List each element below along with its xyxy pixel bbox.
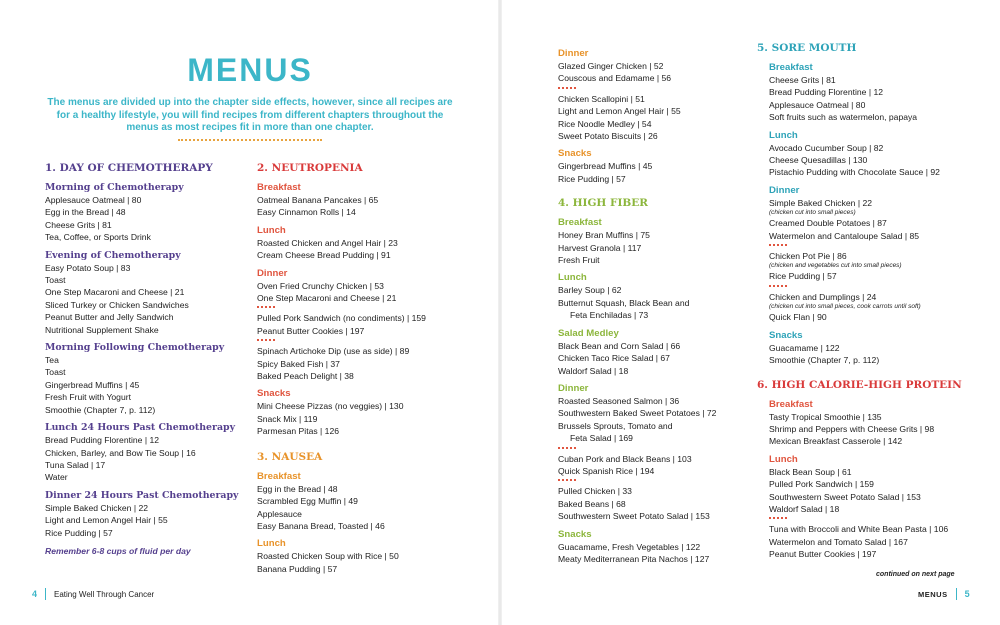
menu-item: Cheese Grits | 81 — [45, 219, 112, 230]
menu-item: One Step Macaroni and Cheese | 21 — [45, 287, 185, 298]
meal-heading: Lunch — [769, 129, 798, 141]
page-number: 4 — [32, 589, 38, 599]
footer-divider — [956, 588, 957, 600]
menu-item: Roasted Seasoned Salmon | 36 — [558, 395, 680, 406]
menu-item: Spinach Artichoke Dip (use as side) | 89 — [257, 346, 410, 357]
menu-item: Soft fruits such as watermelon, papaya — [769, 112, 918, 123]
menu-item: Harvest Granola | 117 — [558, 242, 642, 253]
column-sore-mouth-high-calorie — [757, 42, 962, 561]
meal-heading: Dinner — [558, 48, 589, 59]
menu-item: Black Bean and Corn Salad | 66 — [558, 340, 681, 351]
meal-heading: Lunch — [558, 272, 587, 284]
menu-item: Chicken Pot Pie | 86 — [769, 251, 847, 262]
fluid-reminder: Remember 6-8 cups of fluid per day — [45, 545, 191, 556]
meal-heading: Lunch — [769, 453, 798, 465]
menu-item: Roasted Chicken Soup with Rice | 50 — [257, 551, 399, 562]
prep-note: (chicken cut into small pieces) — [769, 209, 856, 217]
dotted-separator — [257, 337, 482, 345]
menu-item: Tuna with Broccoli and White Bean Pasta | 106 — [769, 524, 949, 535]
meal-heading: Dinner — [769, 184, 800, 196]
chapter-label: MENUS — [918, 589, 948, 599]
meal-heading: Lunch — [257, 538, 286, 550]
section-heading: 3. NAUSEA — [257, 450, 323, 463]
page-gutter — [498, 0, 502, 625]
menu-item: Baked Beans | 68 — [558, 498, 626, 509]
menu-item: Rice Noodle Medley | 54 — [558, 118, 652, 129]
menu-item: Egg in the Bread | 48 — [257, 483, 338, 494]
menu-item: Black Bean Soup | 61 — [769, 466, 852, 477]
menu-item: Light and Lemon Angel Hair | 55 — [558, 106, 681, 117]
menu-item: Feta Salad | 169 — [570, 433, 633, 444]
intro-text: The menus are divided up into the chapter side effects, however, since all recipes are for a healthy lifestyle, you will find recipes from different chapters throughout the menus as most recipes fit in more than one chapter. — [47, 97, 453, 133]
menu-item: Easy Banana Bread, Toasted | 46 — [257, 520, 385, 531]
menu-item: Shrimp and Peppers with Cheese Grits | 98 — [769, 423, 935, 434]
menu-item: Peanut Butter and Jelly Sandwich — [45, 312, 174, 323]
meal-heading: Snacks — [257, 388, 291, 400]
section-heading: 4. HIGH FIBER — [558, 197, 648, 210]
menu-item: Pistachio Pudding with Chocolate Sauce | 92 — [769, 167, 940, 178]
menu-item: Bread Pudding Florentine | 12 — [769, 87, 884, 98]
menu-item: Chicken and Dumplings | 24 — [769, 291, 877, 302]
menu-item: Peanut Butter Cookies | 197 — [257, 325, 365, 336]
section-heading: 5. SORE MOUTH — [757, 42, 857, 54]
menu-item: Watermelon and Cantaloupe Salad | 85 — [769, 230, 920, 241]
meal-heading: Evening of Chemotherapy — [45, 249, 181, 261]
menu-item: Easy Cinnamon Rolls | 14 — [257, 207, 356, 218]
menu-item: Simple Baked Chicken | 22 — [769, 197, 873, 208]
section-heading: 2. NEUTROPENIA — [257, 162, 363, 174]
left-footer — [32, 588, 154, 600]
dotted-separator — [558, 477, 753, 485]
menu-item: Applesauce Oatmeal | 80 — [45, 195, 142, 205]
dotted-divider — [178, 139, 322, 143]
menu-item: Tuna Salad | 17 — [45, 459, 106, 470]
meal-heading: Breakfast — [558, 217, 602, 229]
menu-item: Light and Lemon Angel Hair | 55 — [45, 515, 168, 526]
meal-heading: Snacks — [769, 329, 803, 341]
menu-item: Avocado Cucumber Soup | 82 — [769, 142, 884, 153]
meal-heading: Dinner — [558, 382, 589, 394]
menu-item: Cream Cheese Bread Pudding | 91 — [257, 250, 391, 261]
meal-heading: Breakfast — [257, 470, 301, 482]
menu-item: Gingerbread Muffins | 45 — [558, 161, 653, 172]
menu-item: Waldorf Salad | 18 — [769, 503, 840, 514]
menu-item: Rice Pudding | 57 — [558, 173, 626, 184]
menu-item: Sliced Turkey or Chicken Sandwiches — [45, 299, 189, 310]
meal-heading: Morning of Chemotherapy — [45, 182, 184, 193]
menu-item: Mini Cheese Pizzas (no veggies) | 130 — [257, 401, 404, 412]
dotted-separator — [558, 85, 753, 93]
menu-item: Applesauce Oatmeal | 80 — [769, 99, 866, 110]
menu-item: Butternut Squash, Black Bean and — [558, 297, 690, 308]
menu-item: Southwestern Baked Sweet Potatoes | 72 — [558, 408, 717, 419]
book-title: Eating Well Through Cancer — [54, 589, 155, 599]
menu-item: Chicken Taco Rice Salad | 67 — [558, 353, 670, 364]
menu-item: Creamed Double Potatoes | 87 — [769, 218, 887, 229]
menu-item: Tea, Coffee, or Sports Drink — [45, 232, 151, 243]
meal-heading: Dinner — [257, 267, 288, 279]
menu-item: Parmesan Pitas | 126 — [257, 426, 340, 437]
menu-item: Southwestern Sweet Potato Salad | 153 — [769, 491, 921, 502]
column-nausea-high-fiber — [558, 42, 753, 565]
menu-item: One Step Macaroni and Cheese | 21 — [257, 293, 397, 304]
menu-item: Waldorf Salad | 18 — [558, 365, 629, 376]
menu-item: Egg in the Bread | 48 — [45, 207, 126, 218]
menu-item: Peanut Butter Cookies | 197 — [769, 549, 877, 560]
menu-item: Nutritional Supplement Shake — [45, 324, 159, 335]
menu-item: Feta Enchiladas | 73 — [570, 310, 649, 321]
continued-note: continued on next page — [876, 571, 955, 578]
menu-item: Brussels Sprouts, Tomato and — [558, 420, 673, 431]
menu-item: Banana Pudding | 57 — [257, 563, 338, 574]
menu-item: Mexican Breakfast Casserole | 142 — [769, 436, 903, 447]
meal-heading: Breakfast — [257, 182, 301, 193]
menu-item: Gingerbread Muffins | 45 — [45, 379, 140, 390]
meal-heading: Lunch 24 Hours Past Chemotherapy — [45, 422, 236, 434]
menu-item: Cuban Pork and Black Beans | 103 — [558, 453, 692, 464]
menu-item: Chicken Scallopini | 51 — [558, 93, 645, 104]
menu-item: Simple Baked Chicken | 22 — [45, 502, 149, 513]
prep-note: (chicken and vegetables cut into small pieces) — [769, 262, 902, 270]
menu-item: Snack Mix | 119 — [257, 413, 318, 424]
menu-item: Pulled Pork Sandwich (no condiments) | 159 — [257, 313, 426, 324]
column-day-of-chemo — [45, 162, 245, 557]
menu-item: Barley Soup | 62 — [558, 285, 622, 296]
menu-item: Chicken, Barley, and Bow Tie Soup | 16 — [45, 447, 196, 458]
menu-item: Cheese Grits | 81 — [769, 75, 836, 85]
menu-item: Tea — [45, 355, 59, 366]
menu-item: Watermelon and Tomato Salad | 167 — [769, 536, 908, 547]
menu-item: Couscous and Edamame | 56 — [558, 73, 672, 84]
page-title: MENUS — [187, 52, 313, 88]
menu-item: Guacamame, Fresh Vegetables | 122 — [558, 541, 701, 552]
menu-item: Scrambled Egg Muffin | 49 — [257, 496, 358, 507]
menu-item: Meaty Mediterranean Pita Nachos | 127 — [558, 553, 710, 564]
dotted-separator — [558, 445, 753, 453]
menu-item: Southwestern Sweet Potato Salad | 153 — [558, 511, 710, 522]
page-number: 5 — [964, 589, 970, 599]
meal-heading: Dinner 24 Hours Past Chemotherapy — [45, 489, 239, 501]
menu-item: Spicy Baked Fish | 37 — [257, 358, 340, 369]
footer-divider — [45, 588, 46, 600]
menu-item: Baked Peach Delight | 38 — [257, 371, 354, 382]
menu-item: Toast — [45, 367, 66, 378]
menu-item: Oven Fried Crunchy Chicken | 53 — [257, 280, 384, 291]
menu-item: Cheese Quesadillas | 130 — [769, 155, 868, 166]
dotted-separator — [769, 283, 962, 291]
menu-item: Bread Pudding Florentine | 12 — [45, 435, 160, 446]
meal-heading: Salad Medley — [558, 327, 619, 339]
menu-item: Quick Spanish Rice | 194 — [558, 465, 655, 476]
prep-note: (chicken cut into small pieces, cook carrots until soft) — [769, 303, 921, 311]
menu-item: Pulled Pork Sandwich | 159 — [769, 479, 874, 490]
menu-item: Smoothie (Chapter 7, p. 112) — [769, 355, 880, 366]
meal-heading: Lunch — [257, 224, 286, 236]
menu-item: Sweet Potato Biscuits | 26 — [558, 131, 658, 142]
menu-item: Roasted Chicken and Angel Hair | 23 — [257, 237, 398, 248]
menu-item: Easy Potato Soup | 83 — [45, 262, 131, 273]
menu-item: Applesauce — [257, 508, 302, 519]
dotted-separator — [769, 242, 962, 250]
meal-heading: Breakfast — [769, 62, 813, 73]
menu-item: Rice Pudding | 57 — [45, 527, 113, 538]
menu-item: Honey Bran Muffins | 75 — [558, 230, 650, 241]
menu-item: Rice Pudding | 57 — [769, 271, 837, 282]
meal-heading: Morning Following Chemotherapy — [45, 342, 225, 354]
menu-item: Fresh Fruit with Yogurt — [45, 392, 131, 403]
menu-item: Smoothie (Chapter 7, p. 112) — [45, 404, 156, 415]
dotted-separator — [769, 515, 962, 523]
menu-item: Water — [45, 472, 68, 483]
menu-item: Toast — [45, 275, 66, 286]
menu-item: Guacamame | 122 — [769, 342, 840, 353]
right-footer — [918, 588, 970, 600]
menu-item: Oatmeal Banana Pancakes | 65 — [257, 195, 379, 205]
meal-heading: Breakfast — [769, 398, 813, 410]
column-neutropenia-nausea — [257, 162, 482, 575]
section-heading: 1. DAY OF CHEMOTHERAPY — [45, 162, 213, 174]
menu-item: Tasty Tropical Smoothie | 135 — [769, 411, 882, 422]
dotted-separator — [257, 304, 482, 312]
menu-item: Pulled Chicken | 33 — [558, 486, 632, 497]
menu-item: Quick Flan | 90 — [769, 312, 827, 323]
menu-item: Glazed Ginger Chicken | 52 — [558, 61, 664, 71]
section-heading: 6. HIGH CALORIE-HIGH PROTEIN — [757, 378, 962, 391]
menu-item: Fresh Fruit — [558, 255, 600, 266]
meal-heading: Snacks — [558, 148, 592, 160]
meal-heading: Snacks — [558, 528, 592, 540]
